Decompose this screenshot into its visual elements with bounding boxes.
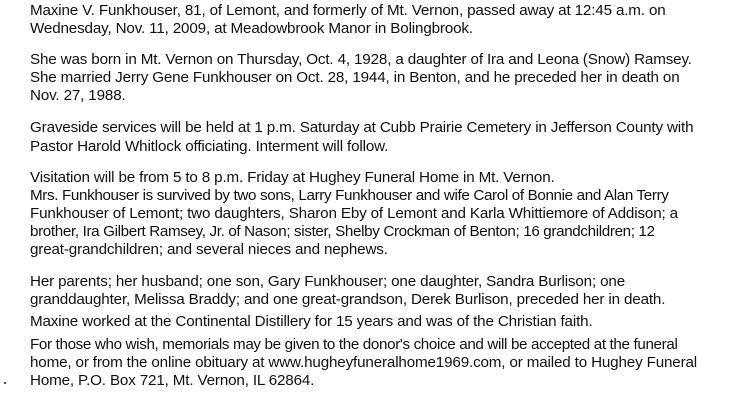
paragraph-2-line-3: Nov. 27, 1988.	[30, 87, 126, 104]
paragraph-8-line-2: home, or from the online obituary at www.hugheyfuneralhome1969.com, or mailed to Hughey Funeral	[30, 354, 698, 371]
paragraph-1-line-1: Maxine V. Funkhouser, 81, of Lemont, and formerly of Mt. Vernon, passed away at 12:45 a.m. on	[30, 2, 666, 19]
paragraph-6-line-1: Her parents; her husband; one son, Gary Funkhouser; one daughter, Sandra Burlison; one	[30, 273, 625, 290]
paragraph-5-line-3: brother, Ira Gilbert Ramsey, Jr. of Nason; sister, Shelby Crockman of Benton; 16 grandchildren; 12	[30, 223, 655, 240]
scan-speck	[4, 382, 6, 384]
paragraph-3-line-1: Graveside services will be held at 1 p.m. Saturday at Cubb Prairie Cemetery in Jefferson County with	[30, 119, 694, 136]
paragraph-4-line-1: Visitation will be from 5 to 8 p.m. Friday at Hughey Funeral Home in Mt. Vernon.	[30, 169, 555, 186]
paragraph-1-line-2: Wednesday, Nov. 11, 2009, at Meadowbrook Manor in Bolingbrook.	[30, 20, 473, 37]
paragraph-2-line-1: She was born in Mt. Vernon on Thursday, Oct. 4, 1928, a daughter of Ira and Leona (Snow) Ramsey.	[30, 51, 692, 68]
paragraph-8-line-3: Home, P.O. Box 721, Mt. Vernon, IL 62864.	[30, 372, 315, 389]
paragraph-7-line-1: Maxine worked at the Continental Distillery for 15 years and was of the Christian faith.	[30, 313, 593, 330]
paragraph-6-line-2: granddaughter, Melissa Braddy; and one great-grandson, Derek Burlison, preceded her in death.	[30, 291, 666, 308]
paragraph-8-line-1: For those who wish, memorials may be given to the donor's choice and will be accepted at the funeral	[30, 336, 678, 353]
paragraph-5-line-2: Funkhouser of Lemont; two daughters, Sharon Eby of Lemont and Karla Whittiemore of Addison; a	[30, 205, 678, 222]
paragraph-5-line-1: Mrs. Funkhouser is survived by two sons, Larry Funkhouser and wife Carol of Bonnie and Alan Terry	[30, 187, 669, 204]
paragraph-5-line-4: great-grandchildren; and several nieces and nephews.	[30, 241, 388, 258]
paragraph-3-line-2: Pastor Harold Whitlock officiating. Interment will follow.	[30, 138, 389, 155]
paragraph-2-line-2: She married Jerry Gene Funkhouser on Oct. 28, 1944, in Benton, and he preceded her in death on	[30, 69, 680, 86]
